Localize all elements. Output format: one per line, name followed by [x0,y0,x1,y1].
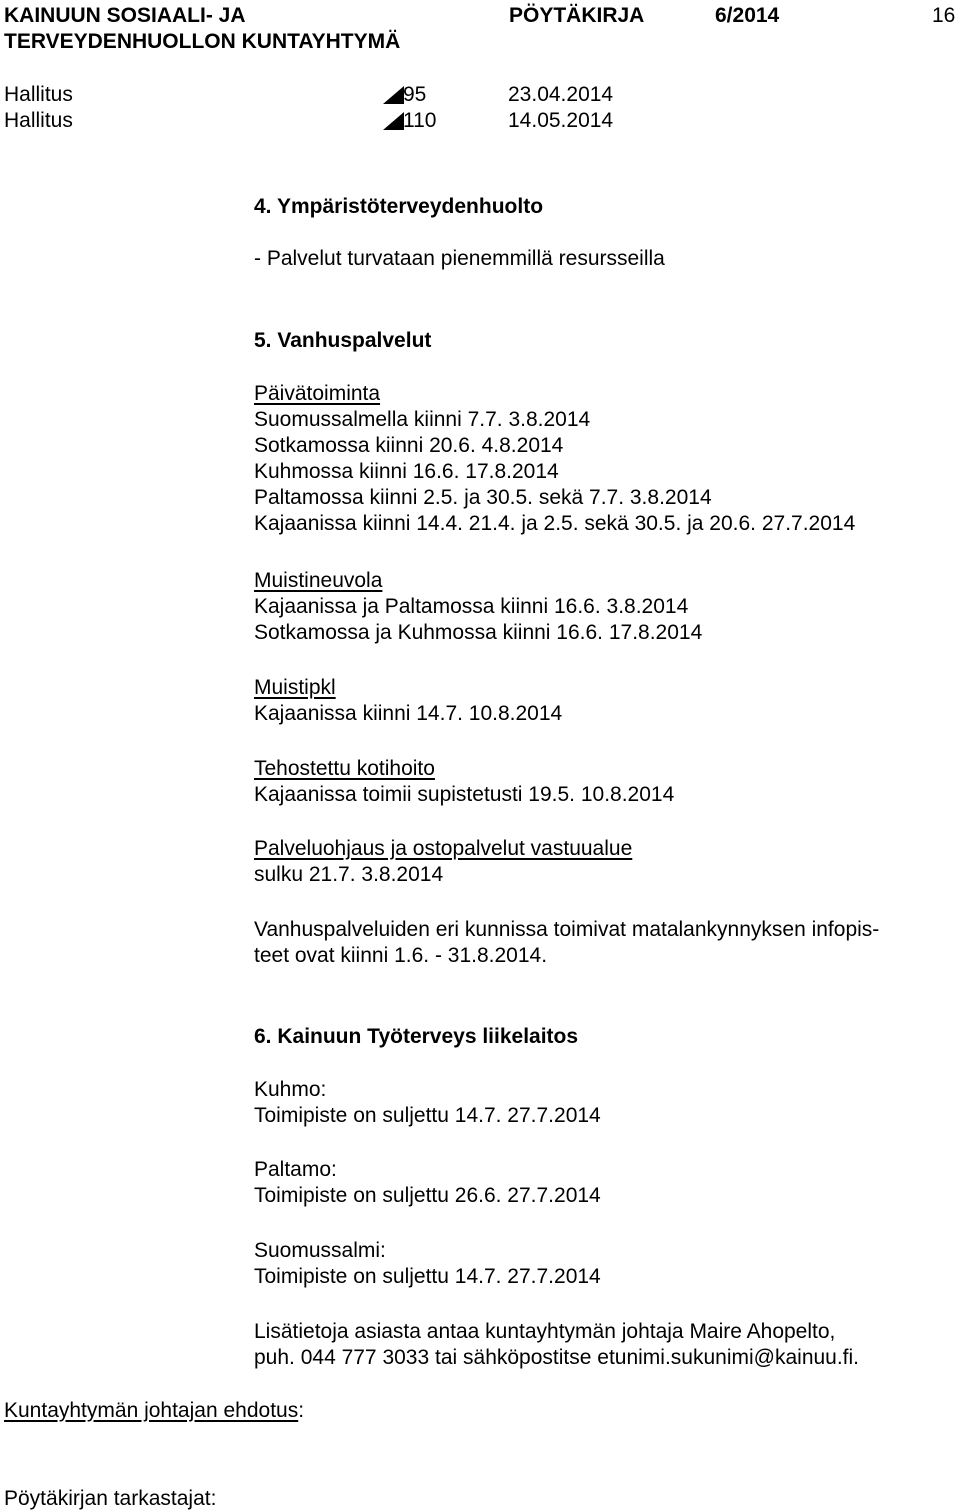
reference-section: 95 [403,83,427,106]
reference-date: 14.05.2014 [508,109,614,132]
location-block [254,1238,601,1290]
contact-info-paragraph [254,1319,859,1371]
paragraph-line: teet ovat kiinni 1.6. - 31.8.2014. [254,944,548,967]
muistipkl-block [254,675,562,727]
section-5-heading: 5. Vanhuspalvelut [254,329,432,352]
location-name: Suomussalmi: [254,1239,386,1262]
section-6-heading: 6. Kainuun Työterveys liikelaitos [254,1025,579,1048]
org-name-line1: KAINUUN SOSIAALI- JA [4,4,246,27]
subsection-title: Muistipkl [254,676,336,699]
location-text: Toimipiste on suljettu 26.6. 27.7.2014 [254,1184,601,1207]
reference-row [0,108,960,134]
proposal-label-colon: : [298,1399,305,1422]
page-number: 16 [932,4,956,27]
document-number: 6/2014 [715,4,780,27]
section-mark-icon [383,85,405,105]
location-name: Paltamo: [254,1158,337,1181]
paragraph-line: Vanhuspalveluiden eri kunnissa toimivat matalankynnyksen infopis- [254,918,880,941]
subsection-title: Palveluohjaus ja ostopalvelut vastuualue [254,837,633,860]
closure-line: Sotkamossa kiinni 20.6. 4.8.2014 [254,434,564,457]
paivatoiminta-block [254,381,855,537]
reference-body: Hallitus [4,83,73,106]
closure-line: Suomussalmella kiinni 7.7. 3.8.2014 [254,408,591,431]
subsection-title: Päivätoiminta [254,382,381,405]
proposal-label [4,1398,304,1424]
muistineuvola-block [254,568,702,646]
closure-line: Kuhmossa kiinni 16.6. 17.8.2014 [254,460,559,483]
section-mark-icon [383,111,405,131]
paragraph-line: puh. 044 777 3033 tai sähköpostitse etunimi.sukunimi@kainuu.fi. [254,1346,860,1369]
reference-section: 110 [403,109,437,132]
paragraph-line: Lisätietoja asiasta antaa kuntayhtymän johtaja Maire Ahopelto, [254,1320,836,1343]
location-name: Kuhmo: [254,1078,327,1101]
closure-line: Paltamossa kiinni 2.5. ja 30.5. sekä 7.7. 3.8.2014 [254,486,712,509]
document-type: PÖYTÄKIRJA [509,4,645,27]
closure-line: Kajaanissa kiinni 14.7. 10.8.2014 [254,702,563,725]
location-text: Toimipiste on suljettu 14.7. 27.7.2014 [254,1265,601,1288]
reference-date: 23.04.2014 [508,83,614,106]
closure-line: Kajaanissa ja Paltamossa kiinni 16.6. 3.8.2014 [254,595,689,618]
section-4-heading: 4. Ympäristöterveydenhuolto [254,195,544,218]
location-block [254,1077,601,1129]
closure-line: sulku 21.7. 3.8.2014 [254,863,444,886]
reference-row [0,82,960,108]
section-4-text: - Palvelut turvataan pienemmillä resursseilla [254,247,665,270]
checkers-label: Pöytäkirjan tarkastajat: [4,1487,217,1510]
proposal-label-text: Kuntayhtymän johtajan ehdotus [4,1399,299,1422]
palveluohjaus-block [254,836,632,888]
closure-line: Kajaanissa toimii supistetusti 19.5. 10.8.2014 [254,783,675,806]
org-name-line2: TERVEYDENHUOLLON KUNTAYHTYMÄ [4,30,401,53]
subsection-title: Tehostettu kotihoito [254,757,435,780]
infopisteet-paragraph [254,917,879,969]
closure-line: Kajaanissa kiinni 14.4. 21.4. ja 2.5. sekä 30.5. ja 20.6. 27.7.2014 [254,512,856,535]
location-text: Toimipiste on suljettu 14.7. 27.7.2014 [254,1104,601,1127]
location-block [254,1157,601,1209]
tehostettu-kotihoito-block [254,756,674,808]
reference-body: Hallitus [4,109,73,132]
subsection-title: Muistineuvola [254,569,383,592]
closure-line: Sotkamossa ja Kuhmossa kiinni 16.6. 17.8.2014 [254,621,703,644]
